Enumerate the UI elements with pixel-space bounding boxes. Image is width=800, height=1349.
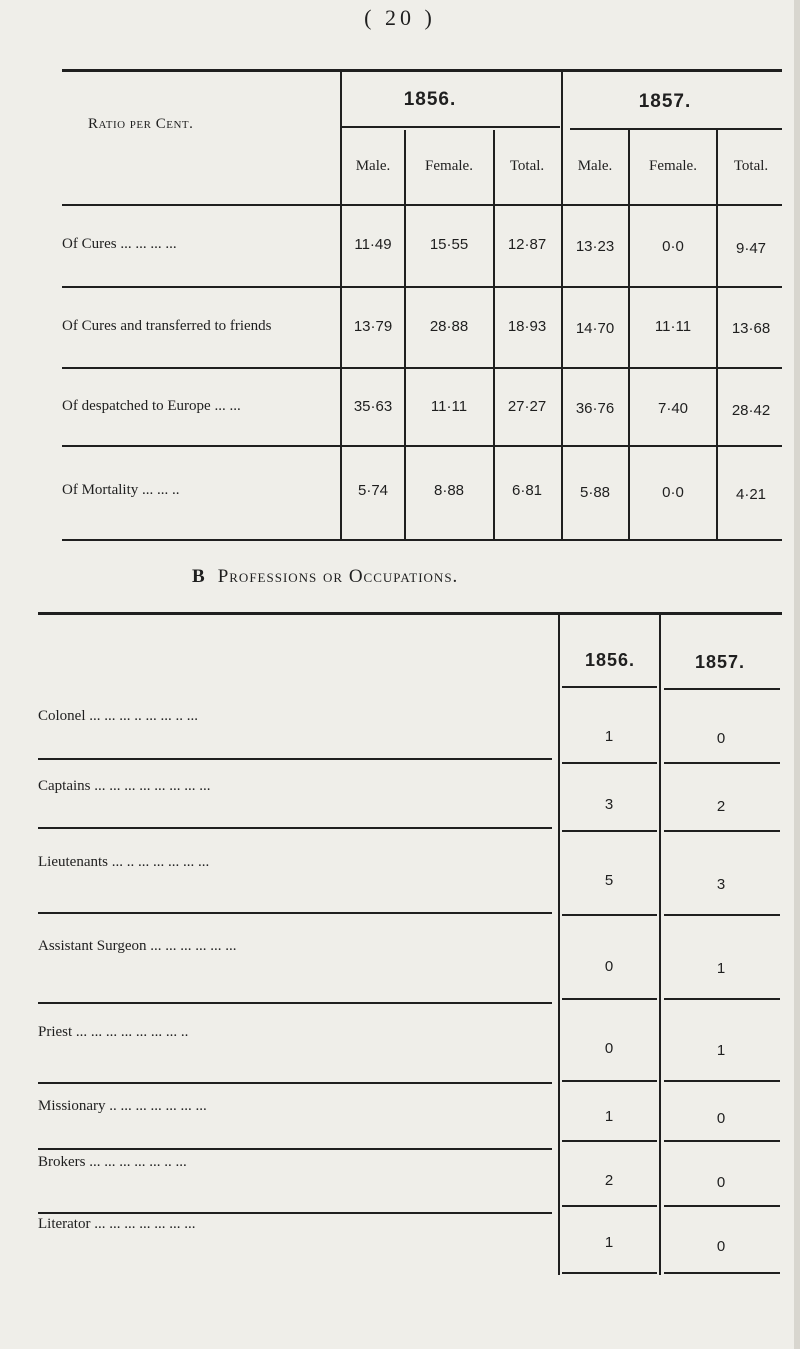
cell: 0 xyxy=(716,1174,726,1191)
year-1856-header: 1856. xyxy=(584,650,636,670)
row-rule xyxy=(562,830,657,832)
page-number: ( 20 ) xyxy=(364,5,436,30)
cell: 1 xyxy=(716,960,726,977)
cell: 11·11 xyxy=(430,398,468,415)
cell: 9·47 xyxy=(735,240,767,257)
row-rule xyxy=(562,1080,657,1082)
rule-under-1857 xyxy=(570,128,782,130)
section-letter: B xyxy=(192,566,206,587)
row-rule xyxy=(664,830,780,832)
section-b-heading xyxy=(192,566,458,588)
row-rule xyxy=(562,1205,657,1207)
row-rule xyxy=(562,762,657,764)
cell: 2 xyxy=(604,1172,614,1189)
cell: 13·79 xyxy=(353,318,393,335)
cell: 0 xyxy=(716,1238,726,1255)
bottom-rule xyxy=(664,1272,780,1274)
top-rule xyxy=(62,69,782,72)
cell: 3 xyxy=(716,876,726,893)
vrule xyxy=(659,615,661,1275)
rule xyxy=(562,686,657,688)
row-label-brokers: Brokers ... ... ... ... ... .. ... xyxy=(38,1154,187,1170)
row-rule xyxy=(38,827,552,829)
cell: 13·23 xyxy=(575,238,615,255)
cell: 28·88 xyxy=(429,318,469,335)
col-female-1857: Female. xyxy=(649,158,697,174)
row-label-mortality: Of Mortality ... ... .. xyxy=(62,482,180,498)
cell: 0 xyxy=(716,1110,726,1127)
row-label-europe: Of despatched to Europe ... ... xyxy=(62,398,241,414)
row-label-literator: Literator ... ... ... ... ... ... ... xyxy=(38,1216,196,1232)
row-rule xyxy=(664,1080,780,1082)
row-rule xyxy=(562,1140,657,1142)
page-edge-shadow xyxy=(794,0,800,1349)
row-label-colonel: Colonel ... ... ... .. ... ... .. ... xyxy=(38,708,198,724)
row-rule xyxy=(62,367,782,369)
cell: 18·93 xyxy=(507,318,547,335)
row-rule xyxy=(664,1205,780,1207)
cell: 13·68 xyxy=(731,320,771,337)
cell: 12·87 xyxy=(507,236,547,253)
cell: 2 xyxy=(716,798,726,815)
row-rule xyxy=(38,1212,552,1214)
row-rule xyxy=(62,204,782,206)
vrule xyxy=(340,72,342,540)
row-label-cures: Of Cures ... ... ... ... xyxy=(62,236,177,252)
cell: 1 xyxy=(604,1234,614,1251)
year-1857-header: 1857. xyxy=(694,652,746,672)
cell: 0 xyxy=(604,958,614,975)
cell: 1 xyxy=(716,1042,726,1059)
cell: 6·81 xyxy=(511,482,543,499)
cell: 0 xyxy=(716,730,726,747)
row-rule xyxy=(664,1140,780,1142)
cell: 35·63 xyxy=(353,398,393,415)
cell: 11·11 xyxy=(654,318,692,335)
cell: 7·40 xyxy=(657,400,689,417)
cell: 3 xyxy=(604,796,614,813)
col-male-1857: Male. xyxy=(577,158,613,174)
col-total-1857: Total. xyxy=(733,158,769,174)
top-rule xyxy=(38,612,782,615)
row-label-lieutenants: Lieutenants ... .. ... ... ... ... ... xyxy=(38,854,210,870)
vrule xyxy=(628,130,630,540)
row-rule xyxy=(562,1272,657,1274)
col-female-1856: Female. xyxy=(425,158,473,174)
row-rule xyxy=(562,914,657,916)
row-label-priest: Priest ... ... ... ... ... ... ... .. xyxy=(38,1024,189,1040)
cell: 1 xyxy=(604,1108,614,1125)
year-1857-header: 1857. xyxy=(638,91,692,112)
cell: 0·0 xyxy=(662,484,684,501)
cell: 5 xyxy=(604,872,614,889)
cell: 8·88 xyxy=(433,482,465,499)
cell: 4·21 xyxy=(735,486,767,503)
row-rule xyxy=(62,445,782,447)
cell: 5·88 xyxy=(579,484,611,501)
section-title: Professions or Occupations. xyxy=(217,566,459,587)
cell: 36·76 xyxy=(575,400,615,417)
cell: 28·42 xyxy=(731,402,771,419)
cell: 11·49 xyxy=(354,236,392,253)
cell: 15·55 xyxy=(429,236,469,253)
row-rule xyxy=(664,914,780,916)
row-rule xyxy=(38,1002,552,1004)
row-rule xyxy=(664,762,780,764)
row-rule xyxy=(38,758,552,760)
row-rule xyxy=(664,998,780,1000)
vrule xyxy=(493,130,495,540)
cell: 0 xyxy=(604,1040,614,1057)
cell: 1 xyxy=(604,728,614,745)
cell: 27·27 xyxy=(507,398,547,415)
rule xyxy=(664,688,780,690)
row-rule xyxy=(38,912,552,914)
rule-under-1856 xyxy=(342,126,560,128)
cell: 0·0 xyxy=(662,238,684,255)
cell: 5·74 xyxy=(357,482,389,499)
row-rule xyxy=(38,1082,552,1084)
row-rule xyxy=(562,998,657,1000)
col-total-1856: Total. xyxy=(509,158,545,174)
row-rule xyxy=(62,286,782,288)
row-header-label: Ratio per Cent. xyxy=(88,116,194,132)
cell: 14·70 xyxy=(575,320,615,337)
row-label-cures-transferred: Of Cures and transferred to friends xyxy=(62,318,272,334)
vrule xyxy=(561,72,563,540)
row-label-captains: Captains ... ... ... ... ... ... ... ... xyxy=(38,778,211,794)
row-rule xyxy=(38,1148,552,1150)
vrule xyxy=(404,130,406,540)
row-label-missionary: Missionary .. ... ... ... ... ... ... xyxy=(38,1098,207,1114)
row-label-assistant-surgeon: Assistant Surgeon ... ... ... ... ... ... xyxy=(38,938,237,954)
year-1856-header: 1856. xyxy=(403,89,457,110)
bottom-rule xyxy=(62,539,782,541)
col-male-1856: Male. xyxy=(355,158,391,174)
